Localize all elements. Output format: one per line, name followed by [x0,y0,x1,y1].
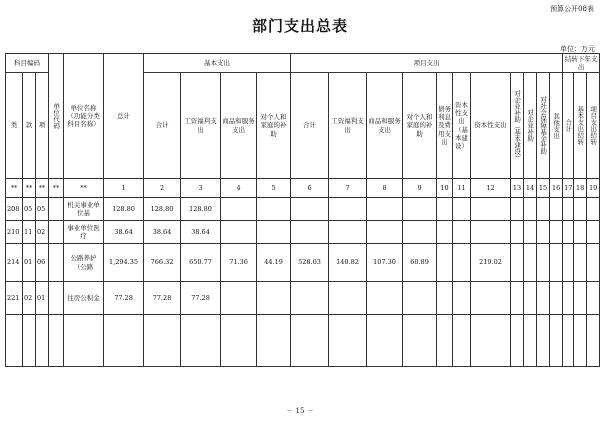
capital-header: 资本性支出 [471,73,511,179]
column-index-cell: 10 [437,179,453,198]
column-index-cell: 9 [403,179,437,198]
cell-p_wage [329,198,367,221]
cell-code [49,282,64,315]
unit-label: 单位：万元 [560,45,595,53]
cell-empty [550,221,563,244]
carry-forward-header: 结转下年支出 [563,54,600,73]
cell-empty [329,315,367,367]
enterprise-subsidy-header: 对企业补助 [524,73,537,179]
cell-empty [6,315,23,367]
cell-empty [574,282,587,315]
cell-wage: 38.64 [181,221,221,244]
cell-p_total: 528.03 [291,244,329,282]
cell-p_total [291,282,329,315]
column-index-cell: 18 [574,179,587,198]
cell-wage: 650.77 [181,244,221,282]
cell-basic: 38.64 [144,221,181,244]
page-title: 部门支出总表 [251,17,348,35]
carry-basic-header: 基本支出结转 [574,73,587,179]
cell-wage: 77.28 [181,282,221,315]
table-row [6,244,600,282]
cell-p_total [291,198,329,221]
cell-capb [453,244,471,282]
cell-lei: 210 [6,221,23,244]
cell-empty [550,244,563,282]
cell-empty [511,315,524,367]
column-index-cell: 11 [453,179,471,198]
total-header: 总计 [104,54,144,179]
cell-xiang: 02 [36,221,49,244]
cell-code [49,221,64,244]
cell-empty [550,282,563,315]
cell-kuan: 01 [23,244,36,282]
document-code: 预算公开08表 [550,5,594,13]
cell-p_personal [403,282,437,315]
cell-debt [437,244,453,282]
cell-empty [36,315,49,367]
enterprise-subsidy-basic-header: 对企业补助（基本建设） [511,73,524,179]
unit-code-header: 单位代码 [49,54,64,179]
column-index-cell: ** [49,179,64,198]
table-row [6,198,600,221]
cell-capb [453,198,471,221]
cell-empty [550,315,563,367]
page-number: － 15 － [286,407,314,415]
cell-empty [511,244,524,282]
cell-personal [257,198,291,221]
cell-kuan: 02 [23,282,36,315]
cell-empty [537,315,550,367]
column-index-cell: 2 [144,179,181,198]
cell-empty [587,198,600,221]
cell-empty [437,315,453,367]
cell-empty [471,315,511,367]
column-index-cell: ** [64,179,104,198]
cell-empty [563,221,574,244]
cell-p_personal [403,221,437,244]
cell-p_wage: 140.82 [329,244,367,282]
cell-xiang: 01 [36,282,49,315]
cell-empty [537,244,550,282]
cell-personal [257,221,291,244]
project-expenditure-header: 项目支出 [291,54,563,73]
cell-p_goods [367,198,403,221]
cell-p_goods [367,221,403,244]
cell-empty [511,221,524,244]
cell-basic: 77.28 [144,282,181,315]
cell-empty [511,198,524,221]
cell-empty [587,315,600,367]
basic-total-header: 合计 [144,73,181,179]
project-goods-header: 商品和服务支出 [367,73,403,179]
cell-goods [221,198,257,221]
cell-cap [471,198,511,221]
cell-empty [221,315,257,367]
cell-lei: 208 [6,198,23,221]
column-index-cell: ** [23,179,36,198]
carry-total-header: 合计 [563,73,574,179]
cell-empty [574,244,587,282]
cell-xiang: 06 [36,244,49,282]
cell-lei: 214 [6,244,23,282]
cell-empty [537,198,550,221]
project-wage-header: 工资福利支出 [329,73,367,179]
cell-empty [524,198,537,221]
cell-empty [524,282,537,315]
cell-empty [563,315,574,367]
cell-empty [257,315,291,367]
cell-cap [471,221,511,244]
cell-empty [587,282,600,315]
cell-debt [437,221,453,244]
cell-kuan: 11 [23,221,36,244]
cell-name: 公路养护（公路 [64,244,104,282]
social-fund-subsidy-header: 对社会保障基金补助 [537,73,550,179]
cell-goods: 71.36 [221,244,257,282]
cell-goods [221,221,257,244]
expenditure-table [5,53,600,367]
cell-name: 住房公积金 [64,282,104,315]
cell-personal [257,282,291,315]
unit-name-header: 单位名称（功能分类科目名称） [64,54,104,179]
column-index-cell: 8 [367,179,403,198]
cell-debt [437,198,453,221]
column-index-cell: 17 [563,179,574,198]
basic-goods-header: 商品和服务支出 [221,73,257,179]
cell-empty [453,315,471,367]
cell-empty [550,198,563,221]
cell-total: 1,294.35 [104,244,144,282]
column-index-cell: 14 [524,179,537,198]
cell-p_personal [403,198,437,221]
cell-empty [524,244,537,282]
column-index-cell: 7 [329,179,367,198]
xiang-header: 项 [36,73,49,179]
cell-p_wage [329,221,367,244]
column-index-cell: ** [36,179,49,198]
cell-basic: 766.32 [144,244,181,282]
cell-code [49,198,64,221]
cell-code [49,244,64,282]
cell-empty [574,221,587,244]
cell-empty [587,221,600,244]
debt-interest-header: 债务利息及费用支出 [437,73,453,179]
cell-empty [144,315,181,367]
cell-p_goods: 107.30 [367,244,403,282]
column-index-cell: 16 [550,179,563,198]
column-index-cell: 15 [537,179,550,198]
column-index-cell: 1 [104,179,144,198]
subject-code-header: 科目编码 [6,54,49,73]
project-total-header: 合计 [291,73,329,179]
basic-wage-header: 工资福利支出 [181,73,221,179]
cell-name: 机关事业单位基 [64,198,104,221]
capital-basic-header: 资本性支出（基本建设） [453,73,471,179]
cell-empty [181,315,221,367]
cell-wage: 128.80 [181,198,221,221]
header-row-1 [6,54,600,73]
table-row [6,221,600,244]
column-index-cell: 19 [587,179,600,198]
cell-empty [563,282,574,315]
cell-xiang: 05 [36,198,49,221]
column-index-cell: 5 [257,179,291,198]
cell-basic: 128.80 [144,198,181,221]
cell-empty [524,221,537,244]
cell-personal: 44.19 [257,244,291,282]
cell-p_personal: 60.89 [403,244,437,282]
cell-lei: 221 [6,282,23,315]
lei-header: 类 [6,73,23,179]
basic-personal-header: 对个人和家庭的补助 [257,73,291,179]
cell-p_total [291,221,329,244]
cell-name: 事业单位医疗 [64,221,104,244]
column-index-cell: 12 [471,179,511,198]
cell-empty [537,221,550,244]
cell-p_wage [329,282,367,315]
carry-project-header: 项目支出结转 [587,73,600,179]
cell-goods [221,282,257,315]
cell-empty [367,315,403,367]
cell-empty [291,315,329,367]
cell-empty [587,244,600,282]
cell-empty [563,198,574,221]
project-personal-header: 对个人和家庭的补助 [403,73,437,179]
kuan-header: 款 [23,73,36,179]
basic-expenditure-header: 基本支出 [144,54,291,73]
column-index-row [6,179,600,198]
cell-cap [471,282,511,315]
cell-total: 38.64 [104,221,144,244]
cell-total: 128.80 [104,198,144,221]
cell-cap: 219.02 [471,244,511,282]
cell-capb [453,282,471,315]
cell-total: 77.28 [104,282,144,315]
cell-empty [64,315,104,367]
cell-debt [437,282,453,315]
column-index-cell: 6 [291,179,329,198]
cell-capb [453,221,471,244]
cell-empty [403,315,437,367]
cell-p_goods [367,282,403,315]
cell-empty [537,282,550,315]
table-row [6,282,600,315]
cell-empty [574,315,587,367]
cell-empty [511,282,524,315]
cell-empty [524,315,537,367]
column-index-cell: 4 [221,179,257,198]
cell-kuan: 05 [23,198,36,221]
column-index-cell: 3 [181,179,221,198]
blank-row [6,315,600,367]
other-expenditure-header: 其他支出 [550,73,563,179]
cell-empty [49,315,64,367]
column-index-cell: ** [6,179,23,198]
cell-empty [563,244,574,282]
cell-empty [574,198,587,221]
cell-empty [23,315,36,367]
cell-empty [104,315,144,367]
column-index-cell: 13 [511,179,524,198]
